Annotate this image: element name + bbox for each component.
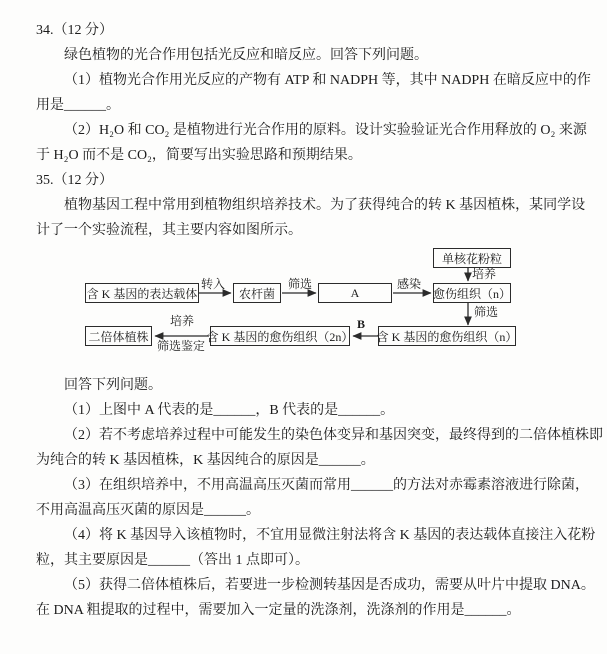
text-line: 用是______。: [36, 98, 120, 113]
flow-box-agrobacterium: 农杆菌: [233, 283, 281, 303]
text-line: （4）将 K 基因导入该植物时，不宜用显微注射法将含 K 基因的表达载体直接注入花粉: [64, 528, 596, 543]
text-line: 于 H₂O 而不是 CO₂，简要写出实验思路和预期结果。: [36, 148, 362, 163]
flow-box-callus-k-n: 含 K 基因的愈伤组织（n）: [378, 326, 516, 346]
flow-box-callus-k-2n: 含 K 基因的愈伤组织（2n）: [210, 326, 350, 346]
flow-box-a: A: [318, 283, 392, 303]
flow-label-screen1: 筛选: [288, 277, 313, 291]
text-line: 绿色植物的光合作用包括光反应和暗反应。回答下列问题。: [64, 48, 428, 63]
text-line: （3）在组织培养中，不用高温高压灭菌而常用______的方法对赤霉素溶液进行除菌，: [64, 478, 589, 493]
flow-box-diploid: 二倍体植株: [85, 326, 152, 346]
flow-label-b: B: [357, 317, 366, 331]
question-number: 34.（12 分）: [36, 23, 113, 38]
text-line: （2）若不考虑培养过程中可能发生的染色体变异和基因突变，最终得到的二倍体植株即: [64, 428, 603, 443]
text-line: 在 DNA 粗提取的过程中，需要加入一定量的洗涤剂，洗涤剂的作用是______。: [36, 603, 521, 618]
flow-arrows-layer: [0, 247, 607, 369]
text-line: 植物基因工程中常用到植物组织培养技术。为了获得纯合的转 K 基因植株，某同学设: [64, 198, 586, 213]
text-line: （1）上图中 A 代表的是______，B 代表的是______。: [64, 403, 395, 418]
flow-label-screen-identify: 筛选鉴定: [157, 339, 206, 353]
flow-label-transfer: 转入: [201, 277, 226, 291]
text-line: 计了一个实验流程，其主要内容如图所示。: [36, 223, 302, 238]
text-line: 不用高温高压灭菌的原因是______。: [36, 503, 260, 518]
flow-label-culture1: 培养: [472, 267, 497, 281]
flow-box-pollen: 单核花粉粒: [433, 248, 511, 268]
flow-label-culture2: 培养: [170, 314, 195, 328]
text-line: 为纯合的转 K 基因植株，K 基因纯合的原因是______。: [36, 453, 375, 468]
text-line: （5）获得二倍体植株后，若要进一步检测转基因是否成功，需要从叶片中提取 DNA。: [64, 578, 595, 593]
text-line: （2）H₂O 和 CO₂ 是植物进行光合作用的原料。设计实验验证光合作用释放的 O₂ 来源: [64, 123, 587, 138]
flow-box-vector: 含 K 基因的表达载体: [85, 283, 199, 303]
text-line: 回答下列问题。: [64, 378, 162, 393]
flow-box-callus-n: 愈伤组织（n）: [433, 283, 511, 303]
text-line: （1）植物光合作用光反应的产物有 ATP 和 NADPH 等，其中 NADPH 在暗反应中的作: [64, 73, 591, 88]
flow-label-infect: 感染: [397, 277, 422, 291]
flow-label-screen2: 筛选: [474, 305, 499, 319]
text-line: 粒，其主要原因是______（答出 1 点即可）。: [36, 553, 309, 568]
question-number: 35.（12 分）: [36, 173, 113, 188]
flow-diagram: [0, 247, 607, 369]
